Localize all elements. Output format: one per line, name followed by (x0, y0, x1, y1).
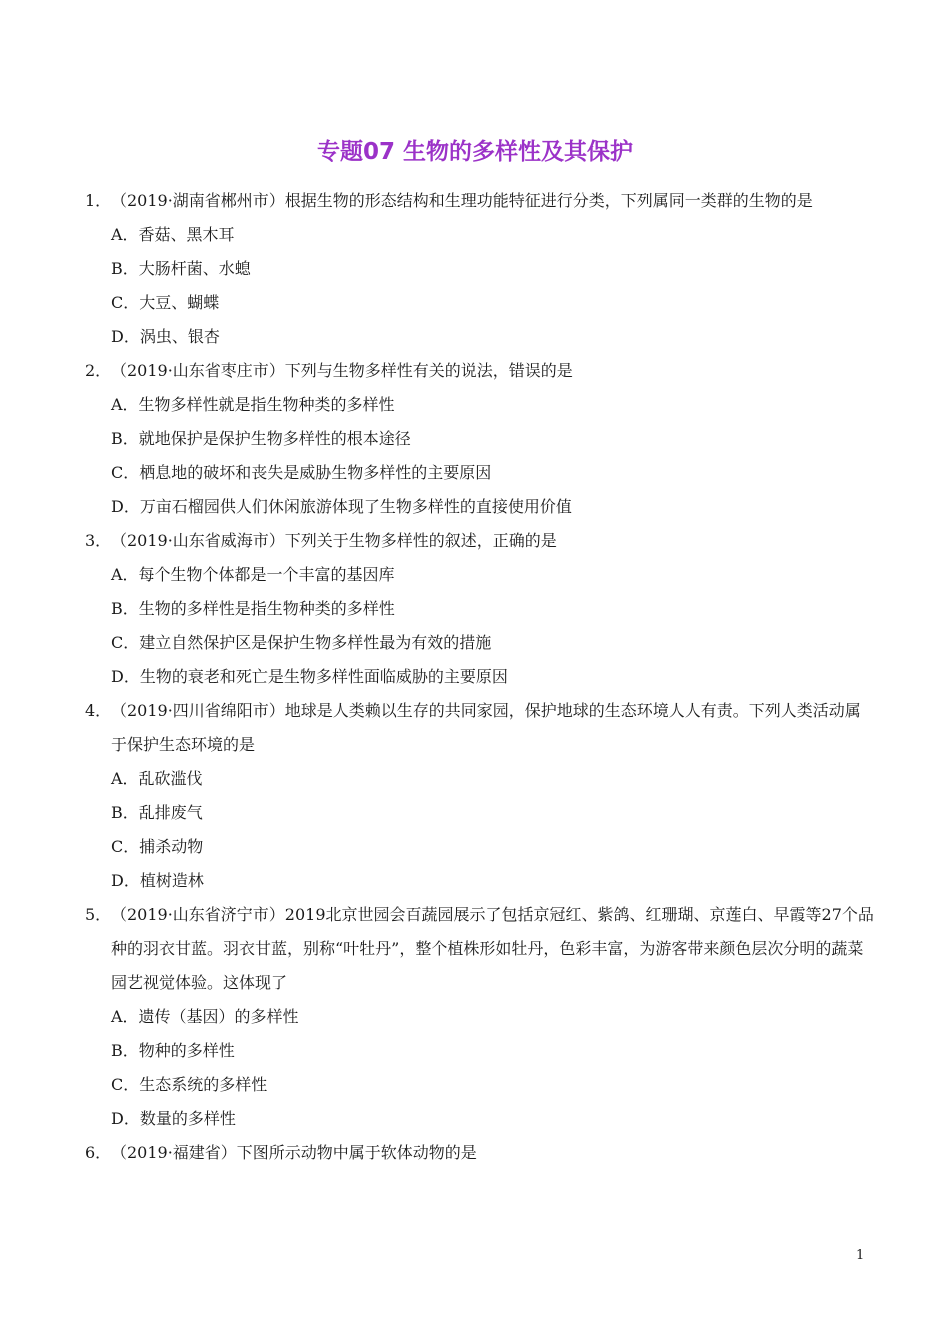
question-number: 1． (85, 191, 112, 210)
question-number: 3． (85, 531, 112, 550)
question-number: 2． (85, 361, 112, 380)
page-title: 专题07 生物的多样性及其保护 (316, 139, 633, 165)
option-a: A．遗传（基因）的多样性 (111, 1007, 299, 1026)
question-2 (85, 354, 875, 524)
option-b: B．就地保护是保护生物多样性的根本途径 (111, 429, 411, 448)
question-6 (85, 1136, 875, 1170)
option-c: C．捕杀动物 (111, 837, 204, 856)
question-text: （2019·福建省）下图所示动物中属于软体动物的是 (111, 1143, 477, 1162)
option-d: D．涡虫、银杏 (111, 327, 220, 346)
option-b: B．生物的多样性是指生物种类的多样性 (111, 599, 395, 618)
option-a: A．香菇、黑木耳 (111, 225, 235, 244)
question-text: （2019·湖南省郴州市）根据生物的形态结构和生理功能特征进行分类，下列属同一类群的生物的是 (111, 191, 813, 210)
option-b: B．物种的多样性 (111, 1041, 235, 1060)
option-c: C．大豆、蝴蝶 (111, 293, 220, 312)
question-4 (85, 694, 875, 898)
option-b: B．大肠杆菌、水螅 (111, 259, 251, 278)
option-a: A．每个生物个体都是一个丰富的基因库 (111, 565, 395, 584)
question-text: （2019·山东省威海市）下列关于生物多样性的叙述，正确的是 (111, 531, 557, 550)
option-c: C．建立自然保护区是保护生物多样性最为有效的措施 (111, 633, 492, 652)
option-d: D．植树造林 (111, 871, 204, 890)
option-d: D．生物的衰老和死亡是生物多样性面临威胁的主要原因 (111, 667, 508, 686)
question-number: 5． (85, 905, 112, 924)
question-text: （2019·山东省枣庄市）下列与生物多样性有关的说法，错误的是 (111, 361, 573, 380)
page-number: 1 (856, 1248, 865, 1263)
option-d: D．数量的多样性 (111, 1109, 236, 1128)
question-text: （2019·四川省绵阳市）地球是人类赖以生存的共同家园，保护地球的生态环境人人有责。下列人类活动属于保护生态环境的是 (111, 701, 861, 754)
question-list (85, 184, 875, 1170)
question-1 (85, 184, 875, 354)
question-3 (85, 524, 875, 694)
question-number: 6． (85, 1143, 112, 1162)
option-a: A．生物多样性就是指生物种类的多样性 (111, 395, 395, 414)
option-c: C．生态系统的多样性 (111, 1075, 268, 1094)
option-c: C．栖息地的破坏和丧失是威胁生物多样性的主要原因 (111, 463, 492, 482)
question-number: 4． (85, 701, 112, 720)
option-a: A．乱砍滥伐 (111, 769, 203, 788)
question-text: （2019·山东省济宁市）2019北京世园会百蔬园展示了包括京冠红、紫鸽、红珊瑚、京莲白、早霞等27个品种的羽衣甘蓝。羽衣甘蓝，别称“叶牡丹”，整个植株形如牡丹，色彩丰富，为游客带来颜色层次分明的蔬菜园艺视觉体验。这体现了 (111, 905, 874, 992)
question-5 (85, 898, 875, 1136)
option-b: B．乱排废气 (111, 803, 203, 822)
option-d: D．万亩石榴园供人们休闲旅游体现了生物多样性的直接使用价值 (111, 497, 572, 516)
